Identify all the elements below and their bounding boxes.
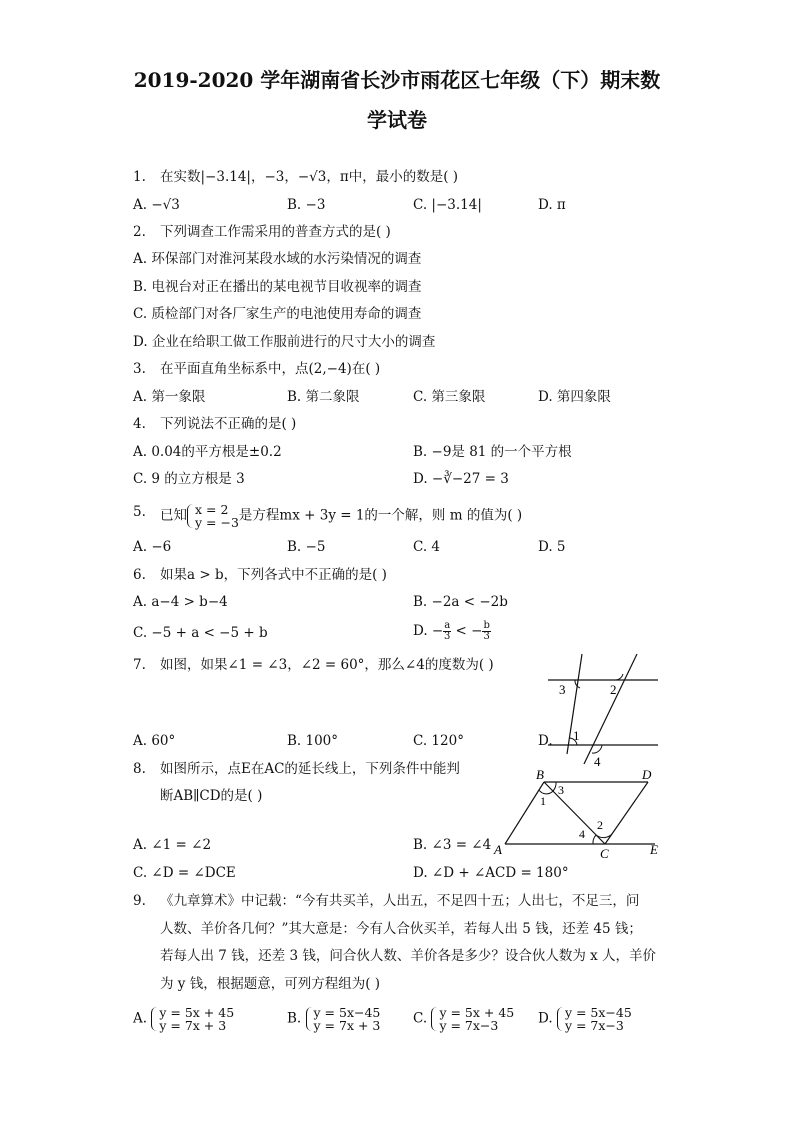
q6-option-d [413,621,491,642]
equation-line-1: y = 5x−45 [313,1005,381,1020]
equation-system [187,503,239,529]
equation-line-1: x = 2 [195,502,229,517]
angle-label-4: 4 [579,827,585,841]
q6-option-c: C. −5 + a < −5 + b [133,625,268,641]
question-number: 7. [133,657,146,673]
q3-option-c: C. 第三象限 [413,389,486,405]
page-title-line2: 学试卷 [367,108,427,132]
angle-label-2: 2 [610,682,617,697]
question-number: 8. [133,761,146,777]
line-AB [505,782,544,844]
equation-line-1: y = 5x + 45 [159,1005,235,1020]
angle-4-arc [593,835,596,844]
numerator: a [444,620,451,631]
q5-option-a: A. −6 [133,539,172,555]
q3-option-d: D. 第四象限 [538,389,611,405]
angle-label-1: 1 [540,794,546,808]
question-text [160,503,522,529]
q9-option-a [133,1006,234,1032]
q4-option-a: A. 0.04的平方根是±0.2 [133,444,282,460]
equation-system [557,1006,632,1032]
equation-system [306,1006,381,1032]
equation-line-1: y = 5x−45 [564,1005,632,1020]
q3-option-a: A. 第一象限 [133,389,206,405]
equation-line-1: y = 5x + 45 [439,1005,515,1020]
q2-option-d: D. 企业在给职工做工作服前进行的尺寸大小的调查 [133,334,436,350]
angle-label-1: 1 [573,728,580,743]
option-label: B. [287,1010,302,1027]
question-text-pre: 已知 [160,507,187,524]
q8-option-c: C. ∠D = ∠DCE [133,865,236,881]
equation-system [151,1006,234,1032]
point-label-C: C [600,846,609,861]
question-number: 9. [133,893,146,909]
question-text: 如图，如果∠1 = ∠3，∠2 = 60°，那么∠4的度数为( ) [160,657,494,673]
q1-option-a: A. −√3 [133,197,180,213]
question-text-post: 是方程mx + 3y = 1的一个解，则 m 的值为( ) [238,507,523,524]
question-text: 如果a > b，下列各式中不正确的是( ) [160,567,387,583]
point-label-E: E [650,842,658,857]
question-text: 下列说法不正确的是( ) [160,416,297,432]
q4-option-d: D. −∛−27 = 3 [413,471,509,487]
point-label-A: A [494,842,502,857]
figure-parallel-lines [540,652,665,772]
q6-option-a: A. a−4 > b−4 [133,594,228,610]
q2-option-c: C. 质检部门对各厂家生产的电池使用寿命的调查 [133,306,422,322]
question-text: 下列调查工作需采用的普查方式的是( ) [160,224,391,240]
q5-option-c: C. 4 [413,539,441,555]
angle-label-3: 3 [558,783,564,797]
question-number: 5. [133,504,146,520]
page-title-line1: 2019-2020 学年湖南省长沙市雨花区七年级（下）期末数 [133,68,661,92]
q7-option-d: D. [538,733,553,749]
q5-option-b: B. −5 [287,539,326,555]
q8-option-d: D. ∠D + ∠ACD = 180° [413,865,569,881]
equation-line-2: y = −3 [195,515,239,530]
option-label: A. [133,1010,148,1027]
q5-option-d: D. 5 [538,539,566,555]
question-8-line2: 断AB∥CD的是( ) [160,788,263,804]
figure-parallelogram [490,764,670,862]
angle-label-3: 3 [559,682,566,697]
question-text-line2: 人数、羊价各几何？”其大意是：今有人合伙买羊，若每人出 5 钱，还差 45 钱； [160,921,642,937]
question-text-line3: 若每人出 7 钱，还差 3 钱，问合伙人数、羊价各是多少？设合伙人数为 x 人，羊价 [160,948,657,964]
question-number: 1. [133,169,146,185]
fraction-b-over-3 [482,621,490,642]
question-number: 4. [133,416,146,432]
q4-option-c: C. 9 的立方根是 3 [133,471,245,487]
q9-option-b [287,1006,380,1032]
equation-system [431,1006,514,1032]
question-text-line4: 为 y 钱，根据题意，可列方程组为( ) [160,976,381,992]
question-text-line1: 《九章算术》中记载：“今有共买羊，人出五，不足四十五；人出七，不足三，问 [160,893,640,909]
question-number: 3. [133,361,146,377]
q9-option-c [413,1006,514,1032]
denominator: 3 [444,631,451,642]
q7-option-a: A. 60° [133,733,176,749]
equation-line-2: y = 7x + 3 [313,1018,381,1033]
angle-label-4: 4 [594,754,601,769]
option-label: D. [538,1010,553,1027]
question-text: 在平面直角坐标系中，点(2,−4)在( ) [160,361,381,377]
point-label-D: D [642,767,652,782]
option-d-prefix: D. − [413,623,444,639]
angle-label-2: 2 [597,818,603,832]
question-text: 如图所示，点E在AC的延长线上，下列条件中能判 [160,761,460,777]
angle-2-arc [616,674,623,680]
q6-option-b: B. −2a < −2b [413,594,508,610]
option-label: C. [413,1010,428,1027]
q2-option-b: B. 电视台对正在播出的某电视节目收视率的调查 [133,279,422,295]
q3-option-b: B. 第二象限 [287,389,360,405]
equation-line-2: y = 7x−3 [564,1018,624,1033]
denominator: 3 [483,631,490,642]
q8-option-a: A. ∠1 = ∠2 [133,837,212,853]
q1-option-d: D. π [538,197,566,213]
q9-option-d [538,1006,632,1032]
q7-option-b: B. 100° [287,733,339,749]
q1-option-b: B. −3 [287,197,326,213]
comparison: < − [451,623,483,639]
numerator: b [483,620,490,631]
right-transversal [584,654,637,764]
q2-option-a: A. 环保部门对淮河某段水域的水污染情况的调查 [133,251,422,267]
question-number: 2. [133,224,146,240]
q1-option-c: C. |−3.14| [413,197,482,213]
question-number: 6. [133,567,146,583]
q4-option-b: B. −9是 81 的一个平方根 [413,444,572,460]
point-label-B: B [536,767,544,782]
question-text: 在实数|−3.14|，−3，−√3，π中，最小的数是( ) [160,169,459,185]
q8-option-b: B. ∠3 = ∠4 [413,837,492,853]
q7-option-c: C. 120° [413,733,464,749]
angle-3-arc [553,782,556,791]
equation-line-2: y = 7x + 3 [159,1018,227,1033]
angle-4-arc [592,745,602,753]
equation-line-2: y = 7x−3 [439,1018,499,1033]
